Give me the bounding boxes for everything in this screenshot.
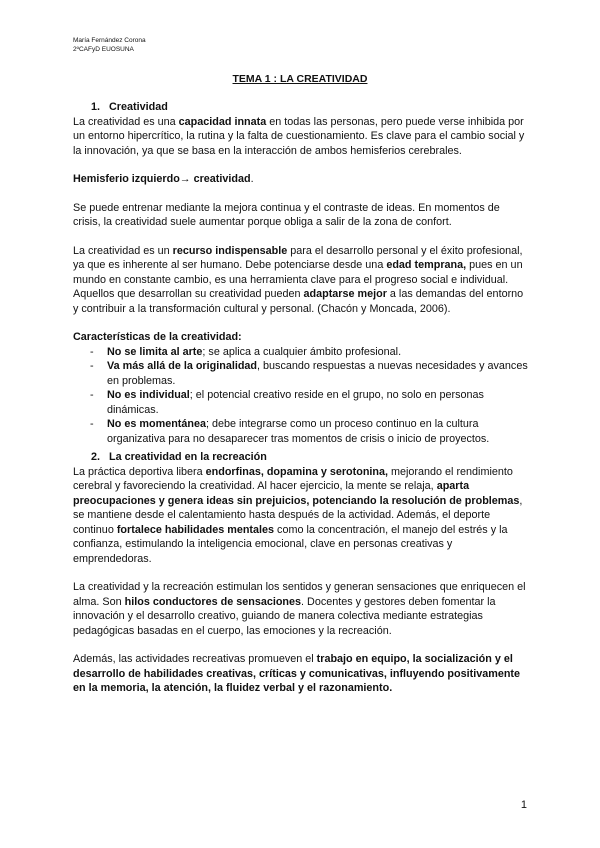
author-name: María Fernández Corona — [73, 37, 146, 44]
bold-run: hilos conductores de sensaciones — [124, 595, 302, 608]
section-1-number: 1. — [91, 101, 101, 113]
text-run: en todas las personas, pero puede verse inhibida por un entorno hipercrítico, la rutina y la falta de cuestionamiento. Es clave para el cambio social y la innovación, ya que se basa en la interacción de ambos hemisferios cerebrales. — [73, 115, 525, 157]
text-run: , se mantiene desde el calentamiento hasta después de la actividad. Además, el deporte continuo — [73, 494, 523, 536]
text-run: La creatividad es un — [73, 244, 173, 257]
caracteristicas-heading — [73, 330, 529, 345]
bold-run: Características de la creatividad: — [73, 331, 242, 343]
paragraph-actividades — [73, 652, 529, 696]
paragraph-intro — [73, 115, 529, 159]
bold-run: No es momentánea — [107, 418, 207, 430]
list-item — [73, 417, 529, 446]
bold-run: trabajo en equipo, la socialización y el desarrollo de habilidades creativas, críticas y comunicativas, influyendo positivamente en la memoria, la atención, la fluidez verbal y el razonamiento. — [73, 653, 521, 694]
text-run: . — [250, 173, 254, 185]
section-2-title: La creatividad en la recreación — [109, 451, 267, 463]
bold-run: recurso indispensable — [172, 244, 288, 257]
bold-run: edad temprana, — [386, 259, 467, 271]
bold-run: endorfinas, dopamina y serotonina, — [205, 465, 389, 478]
text-run: , buscando respuestas a nuevas necesidades y avances en problemas. — [107, 360, 528, 387]
paragraph-deporte — [73, 465, 529, 567]
bold-run: adaptarse mejor — [303, 288, 387, 300]
text-run: . Docentes y gestores deben fomentar la innovación y el desarrollo creativo, guiando de manera colectiva mediante estrategias pedagógicas basadas en el cuerpo, las emociones y la recreación. — [73, 595, 496, 637]
bold-run: No se limita al arte — [107, 345, 203, 358]
course-label: 2ºCAFyD EUOSUNA — [73, 46, 134, 53]
bold-run: fortalece habilidades mentales — [116, 523, 275, 536]
page-number: 1 — [520, 799, 527, 811]
list-item — [73, 388, 529, 417]
bold-run: aparta preocupaciones y genera ideas sin prejuicios, potenciando la resolución de problemas — [73, 480, 520, 507]
text-run: a las demandas del entorno y contribuir a la transformación cultural y personal. (Chacón y Moncada, 2006). — [73, 288, 524, 315]
paragraph-sensaciones — [73, 580, 529, 638]
document-title: TEMA 1 : LA CREATIVIDAD — [232, 73, 368, 85]
text-run: mejorando el rendimiento cerebral y favoreciendo la creatividad. Al hacer ejercicio, la mente se relaja, — [73, 465, 513, 492]
section-1-title: Creatividad — [109, 101, 168, 113]
text-run: ; se aplica a cualquier ámbito profesional. — [202, 345, 402, 358]
document-body — [73, 100, 529, 696]
text-run: ; el potencial creativo reside en el grupo, no solo en personas dinámicas. — [107, 389, 484, 416]
bold-run: Va más allá de la originalidad — [107, 360, 258, 372]
caracteristicas-list — [73, 345, 529, 447]
text-run: La práctica deportiva libera — [73, 465, 206, 478]
paragraph-recurso — [73, 244, 529, 317]
list-item — [73, 345, 529, 360]
section-1-heading — [73, 100, 529, 115]
text-run: pues en un mundo en constante cambio, es una herramienta clave para el progreso social e individual. Aquellos que desarrollan su creatividad pueden — [73, 259, 523, 300]
text-run: La creatividad es una — [73, 115, 179, 128]
text-run: como la concentración, el manejo del estrés y la confianza, estimulando la inteligencia emocional, clave en personas creativas y emprendedoras. — [73, 523, 508, 565]
page-header — [73, 36, 146, 54]
text-run: ; debe integrarse como un proceso continuo en la cultura organizativa para no desaparecer tras momentos de crisis o inicio de proyectos. — [107, 418, 490, 445]
section-2-heading — [73, 450, 529, 465]
bold-run: capacidad innata — [178, 115, 267, 128]
section-2-number: 2. — [91, 451, 101, 463]
text-run: Además, las actividades recreativas promueven el — [73, 653, 317, 665]
bold-run: No es individual — [107, 389, 190, 401]
hemisferio-heading — [73, 172, 529, 187]
paragraph-entrenar: Se puede entrenar mediante la mejora continua y el contraste de ideas. En momentos de crisis, la creatividad suele aumentar porque obliga a salir de la zona de confort. — [73, 201, 500, 228]
text-run: para el desarrollo personal y el éxito profesional, ya que es inherente al ser humano. Debe potenciarse desde una — [73, 244, 523, 271]
bold-run: Hemisferio izquierdo→ creatividad — [73, 173, 251, 185]
list-item — [73, 359, 529, 388]
text-run: La creatividad y la recreación estimulan los sentidos y generan sensaciones que enriquecen el alma. Son — [73, 581, 526, 608]
